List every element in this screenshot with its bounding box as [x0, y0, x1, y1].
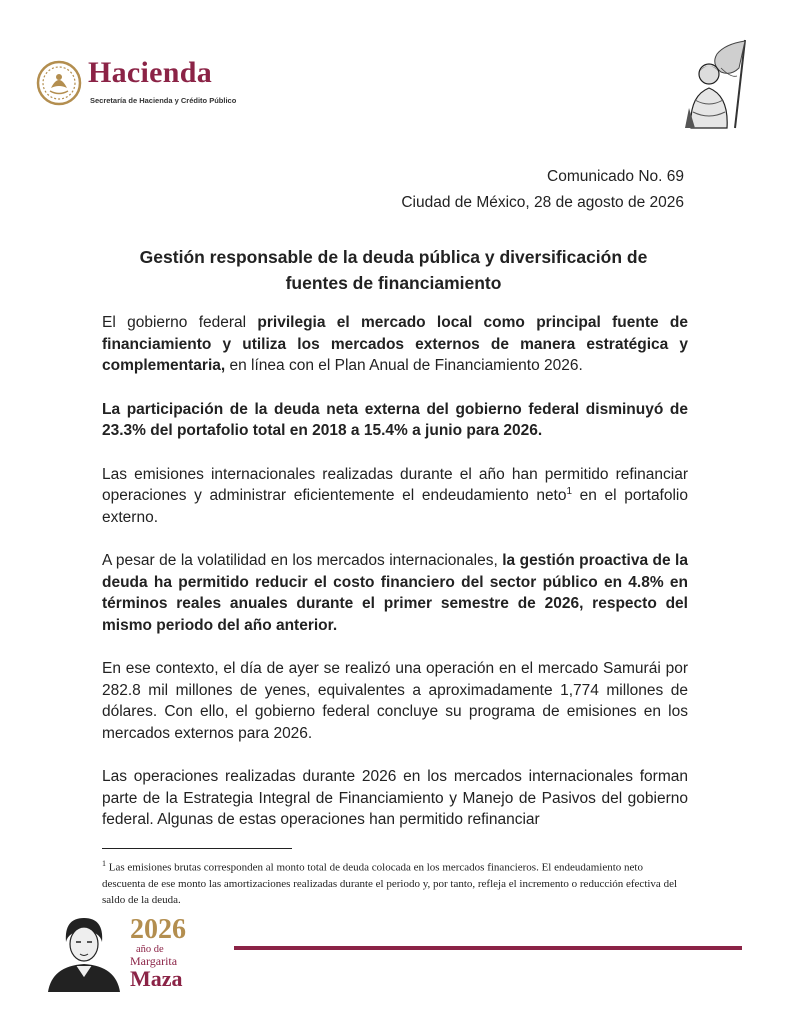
page-title [100, 244, 687, 296]
hacienda-logo [36, 58, 256, 110]
footer [42, 910, 762, 994]
footnote [102, 856, 688, 908]
communique-meta [401, 164, 684, 216]
footer-divider-bar [234, 946, 742, 950]
paragraph-3 [102, 464, 688, 529]
paragraph-1-bold: privilegia el mercado local como principal fuente de financiamiento y utiliza los mercados externos de manera estratégica y complementaria, [102, 314, 688, 374]
paragraph-1 [102, 312, 688, 377]
year-name-last: Maza [130, 966, 183, 991]
paragraph-2 [102, 399, 688, 442]
footnote-divider [102, 848, 292, 849]
paragraph-4 [102, 550, 688, 636]
paragraph-5: En ese contexto, el día de ayer se realizó una operación en el mercado Samurái por 282.8 mil millones de yenes, equivalentes a aproximadamente 1,774 millones de dólares. Con ello, el gobierno federal concluye su programa de emisiones en los mercados externos para 2026. [102, 660, 688, 742]
title-line-1: Gestión responsable de la deuda pública y diversificación de [139, 247, 648, 267]
paragraph-6: Las operaciones realizadas durante 2026 en los mercados internacionales forman parte de la Estrategia Integral de Financiamiento y Manejo de Pasivos del gobierno federal. Algunas de estas operaciones han permitido refinanciar [102, 768, 688, 828]
national-seal-icon [36, 60, 82, 106]
title-line-2: fuentes de financiamiento [285, 273, 502, 293]
brand-subtitle: Secretaría de Hacienda y Crédito Público [90, 96, 237, 105]
body-text [102, 312, 688, 853]
woman-with-flag-illustration [665, 38, 753, 130]
paragraph-1-end: en línea con el Plan Anual de Financiamiento 2026. [225, 357, 583, 374]
paragraph-4-intro: A pesar de la volatilidad en los mercados internacionales, [102, 552, 503, 569]
margarita-maza-portrait [42, 912, 126, 992]
year-name-first: Margarita [130, 954, 178, 968]
paragraph-2-bold: La participación de la deuda neta externa del gobierno federal disminuyó de 23.3% del portafolio total en 2018 a 15.4% a junio para 2026. [102, 400, 688, 439]
footnote-number: 1 [102, 859, 106, 868]
year-number: 2026 [130, 914, 186, 945]
footnote-reference: 1 [566, 485, 573, 497]
footnote-text: Las emisiones brutas corresponden al monto total de deuda colocada en los mercados financieros. El endeudamiento neto descuenta de ese monto las amortizaciones realizadas durante el periodo y, por tanto, refleja el incremento o reducción efectiva del saldo de la deuda. [102, 861, 678, 906]
paragraph-3-text: Las emisiones internacionales realizadas durante el año han permitido refinanciar operaciones y administrar eficientemente el endeudamiento neto [102, 465, 688, 504]
communique-number: Comunicado No. 69 [547, 168, 684, 185]
year-of-label: año de [136, 944, 164, 955]
year-mark [130, 916, 230, 990]
paragraph-4-bold: la gestión proactiva de la deuda ha permitido reducir el costo financiero del sector público en 4.8% en términos reales anuales durante el primer semestre de 2026, respecto del mismo periodo del año anterior. [102, 552, 688, 634]
paragraph-1-intro: El gobierno federal [102, 314, 258, 331]
place-date: Ciudad de México, 28 de agosto de 2026 [401, 194, 684, 211]
paragraph-3-end: en el portafolio externo. [102, 487, 688, 526]
brand-name: Hacienda [88, 56, 213, 89]
